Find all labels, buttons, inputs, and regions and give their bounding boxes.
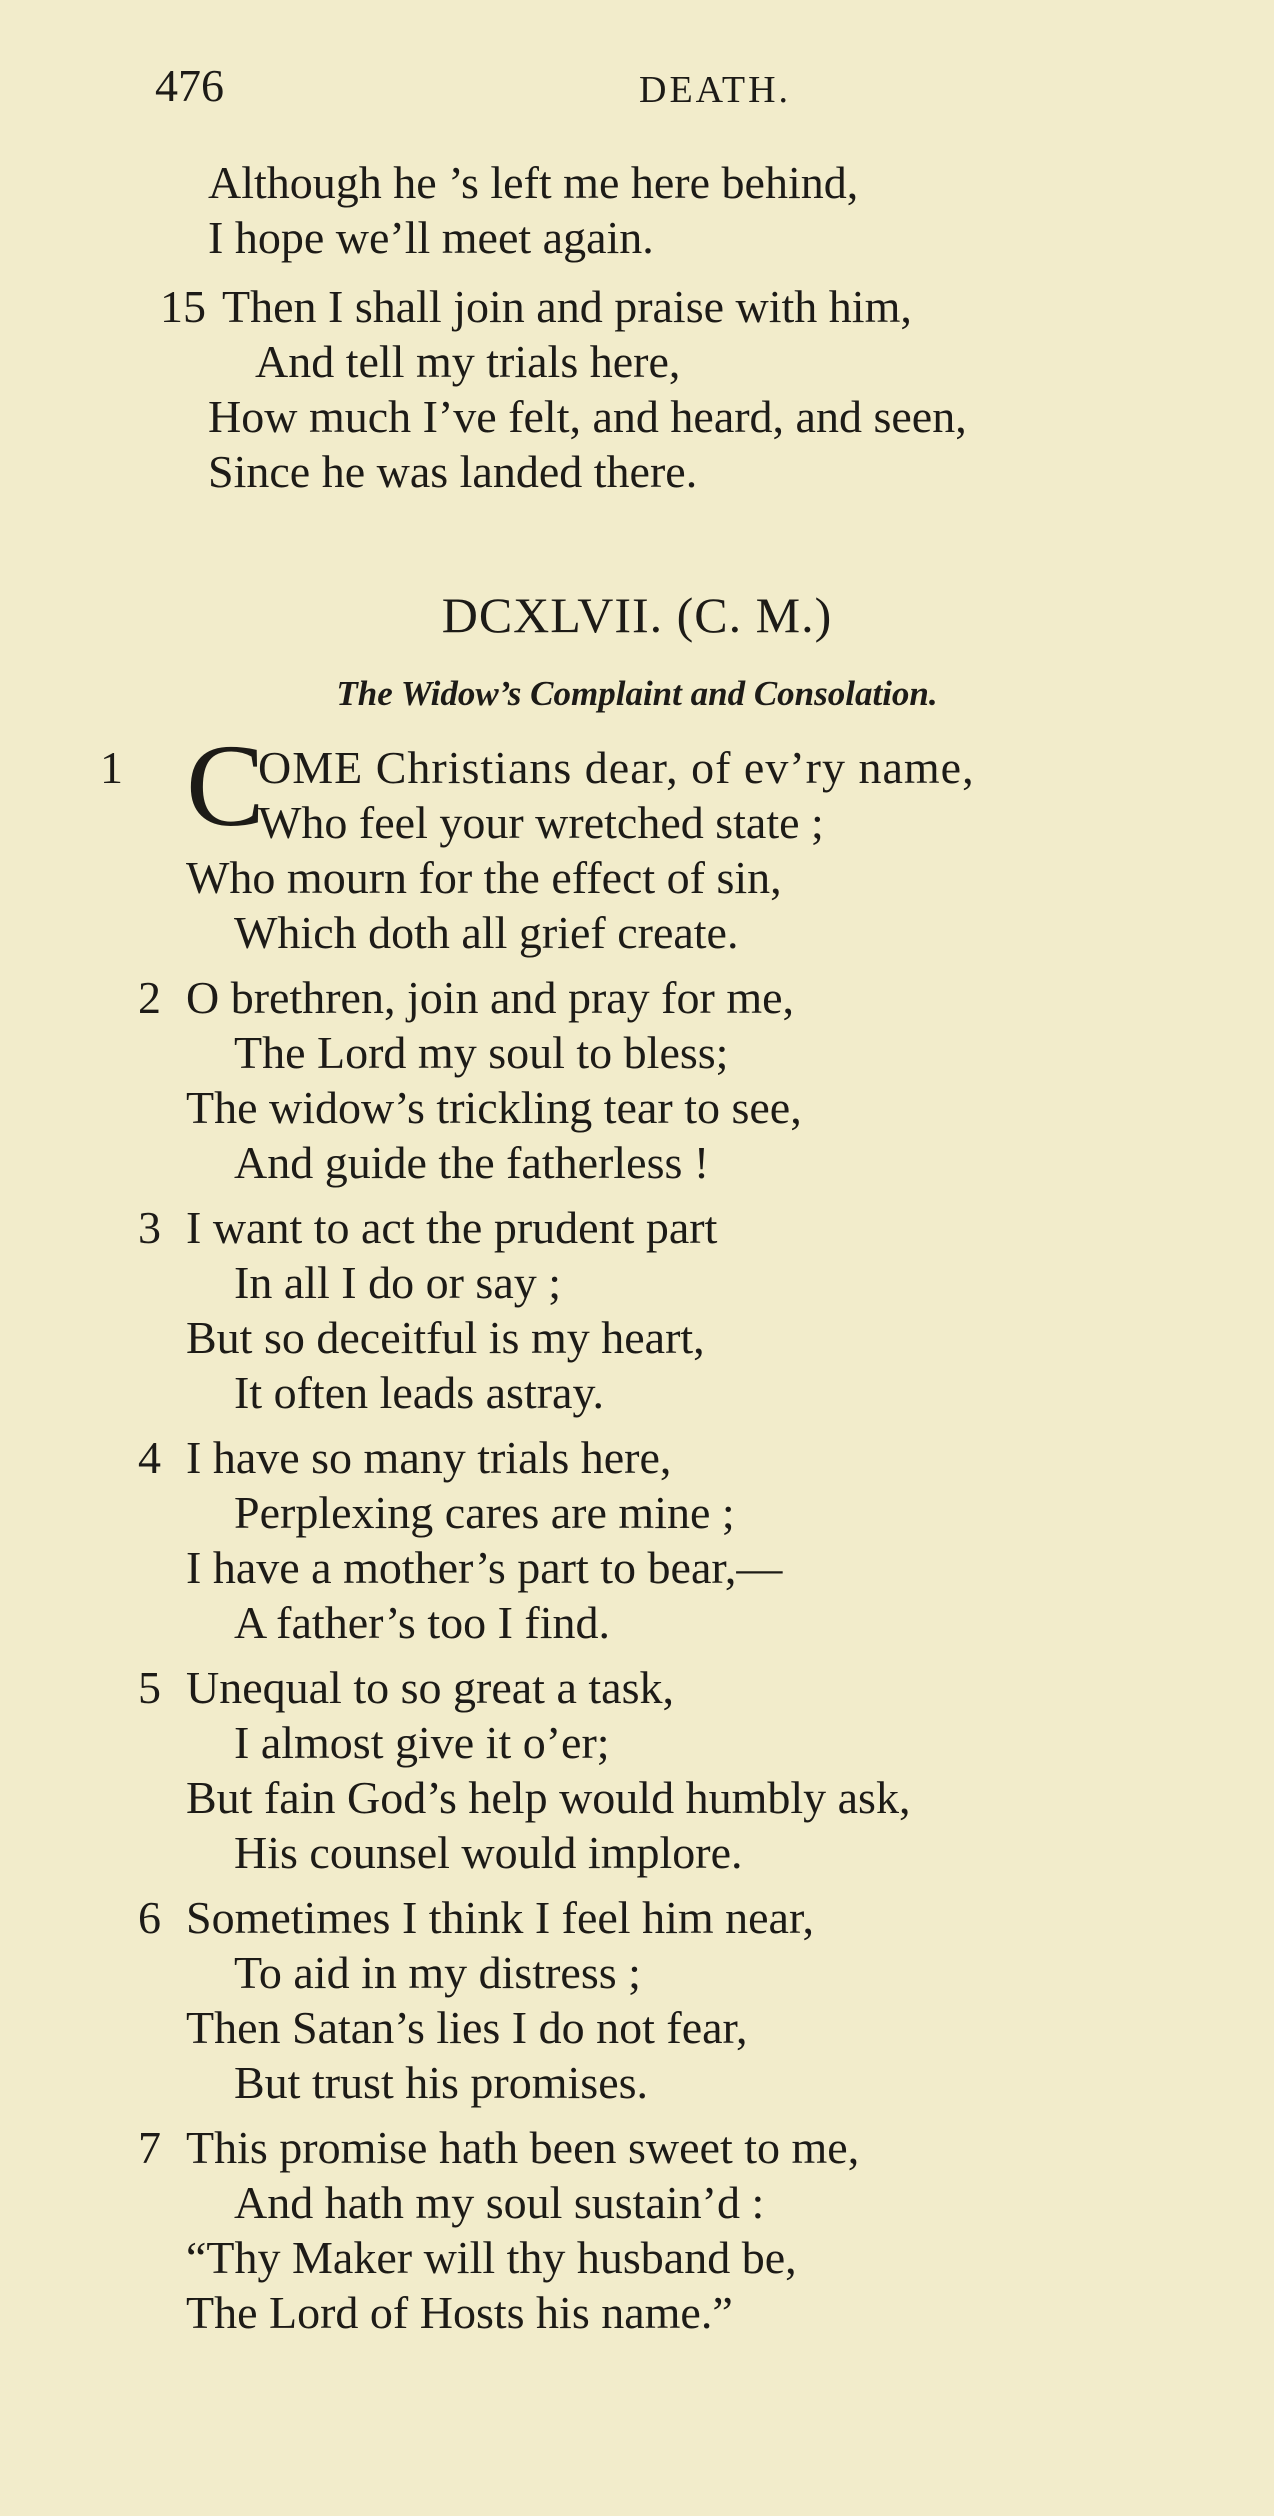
- verse-line: But trust his promises.: [234, 2057, 649, 2108]
- verse-line: Perplexing cares are mine ;: [234, 1487, 735, 1538]
- verse-line: And guide the fatherless !: [234, 1137, 710, 1188]
- stanza-7: [138, 2120, 1246, 2340]
- hymn-body: [100, 720, 1246, 2350]
- hymn-subtitle: The Widow’s Complaint and Consolation.: [336, 674, 938, 713]
- hymn-title: DCXLVII. (C. M.): [441, 587, 833, 643]
- verse-line: I have a mother’s part to bear,—: [186, 1542, 783, 1593]
- stanza-number: 3: [138, 1202, 161, 1253]
- drop-capital: C: [186, 720, 265, 851]
- verse-line: Since he was landed there.: [208, 446, 698, 497]
- stanza-number: 5: [138, 1662, 161, 1713]
- verse-line: And hath my soul sustain’d :: [234, 2177, 765, 2228]
- verse-line: And tell my trials here,: [255, 336, 681, 387]
- stanza-number: 7: [138, 2122, 161, 2173]
- verse-line: Who feel your wretched state ;: [258, 797, 824, 848]
- verse-line: O brethren, join and pray for me,: [186, 972, 795, 1023]
- verse-line: But fain God’s help would humbly ask,: [186, 1772, 911, 1823]
- verse-line: His counsel would implore.: [234, 1827, 743, 1878]
- verse-line: Unequal to so great a task,: [186, 1662, 674, 1713]
- stanza-number: 4: [138, 1432, 161, 1483]
- verse-line: Who mourn for the effect of sin,: [186, 852, 782, 903]
- stanza-15: [160, 279, 1220, 499]
- verse-line: “Thy Maker will thy husband be,: [186, 2232, 797, 2283]
- stanza-2: [138, 970, 1246, 1190]
- verse-line: In all I do or say ;: [234, 1257, 562, 1308]
- verse-line: The Lord of Hosts his name.”: [186, 2287, 733, 2338]
- stanza-number: 1: [100, 742, 123, 793]
- verse-line: The widow’s trickling tear to see,: [186, 1082, 802, 1133]
- running-head: DEATH.: [639, 69, 792, 111]
- verse-line: To aid in my distress ;: [234, 1947, 641, 1998]
- verse-line: But so deceitful is my heart,: [186, 1312, 705, 1363]
- verse-line: A father’s too I find.: [234, 1597, 611, 1648]
- verse-line: I almost give it o’er;: [234, 1717, 610, 1768]
- verse-line: I hope we’ll meet again.: [208, 212, 654, 263]
- verse-line: Then Satan’s lies I do not fear,: [186, 2002, 748, 2053]
- stanza-number: 15: [160, 281, 206, 332]
- verse-line: I have so many trials here,: [186, 1432, 672, 1483]
- stanza-number: 6: [138, 1892, 161, 1943]
- stanza-1: [100, 720, 1246, 960]
- stanza-number: 2: [138, 972, 161, 1023]
- verse-line: Sometimes I think I feel him near,: [186, 1892, 814, 1943]
- verse-line: The Lord my soul to bless;: [234, 1027, 729, 1078]
- verse-line: OME Christians dear, of ev’ry name,: [258, 742, 975, 793]
- verse-line: Then I shall join and praise with him,: [222, 281, 912, 332]
- stanza-6: [138, 1890, 1246, 2110]
- verse-line: It often leads astray.: [234, 1367, 604, 1418]
- verse-line: Although he ’s left me here behind,: [208, 157, 859, 208]
- carryover-text: [160, 155, 1220, 509]
- verse-line: I want to act the prudent part: [186, 1202, 718, 1253]
- page-header: [155, 58, 1165, 118]
- stanza-3: [138, 1200, 1246, 1420]
- verse-line: How much I’ve felt, and heard, and seen,: [208, 391, 967, 442]
- stanza-4: [138, 1430, 1246, 1650]
- verse-line: This promise hath been sweet to me,: [186, 2122, 860, 2173]
- stanza-5: [138, 1660, 1246, 1880]
- verse-line: Which doth all grief create.: [234, 907, 739, 958]
- page-number: 476: [155, 60, 224, 111]
